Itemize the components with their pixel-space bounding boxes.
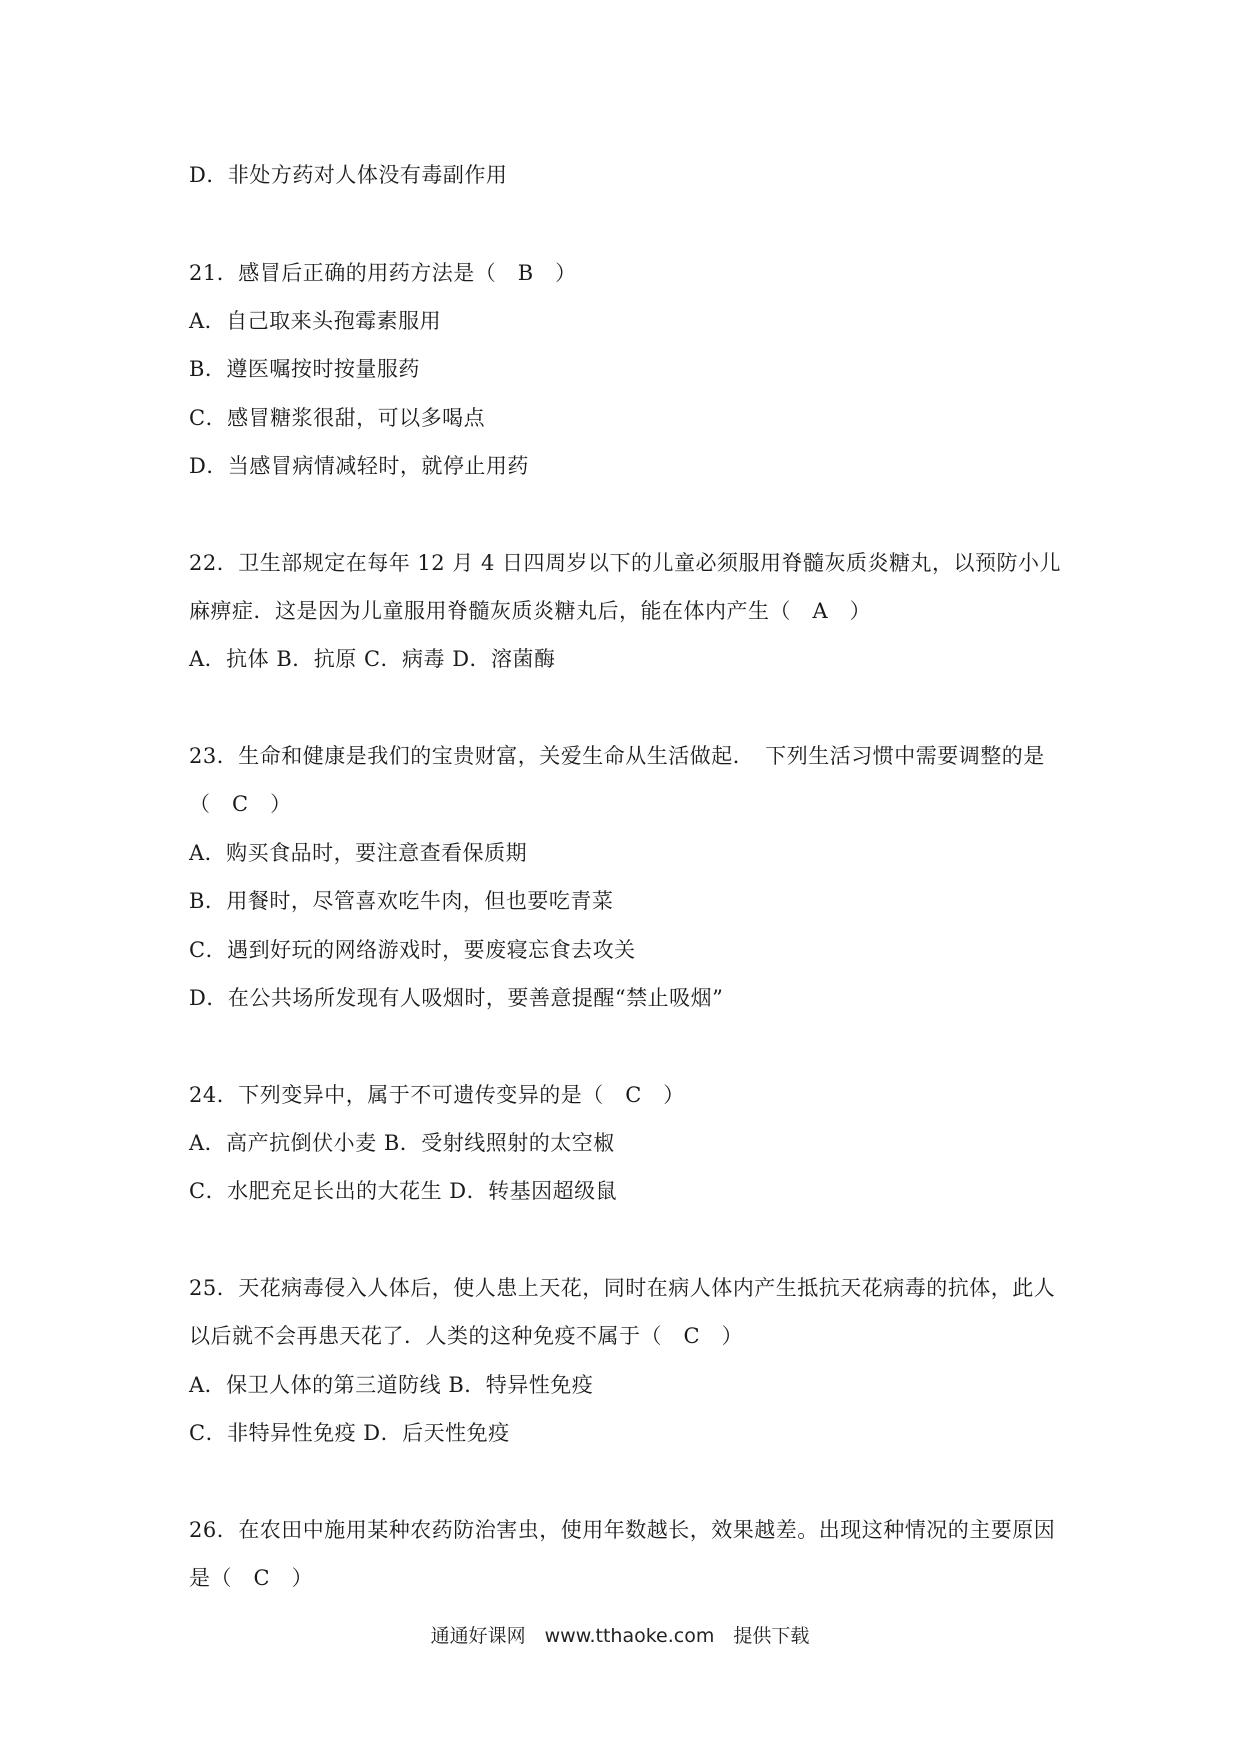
q24-options-ab: A．高产抗倒伏小麦 B．受射线照射的太空椒 xyxy=(189,1131,615,1155)
q21-option-b: B．遵医嘱按时按量服药 xyxy=(189,357,420,381)
q23-option-a: A．购买食品时，要注意查看保质期 xyxy=(189,841,528,865)
q25-options-cd: C．非特异性免疫 D．后天性免疫 xyxy=(189,1421,510,1445)
q23-option-c: C．遇到好玩的网络游戏时，要废寝忘食去攻关 xyxy=(189,938,636,962)
page-footer: 通通好课网 www.tthaoke.com 提供下载 xyxy=(430,1625,810,1647)
q25-options-ab: A．保卫人体的第三道防线 B．特异性免疫 xyxy=(189,1373,594,1397)
q25-stem-line1: 25．天花病毒侵入人体后，使人患上天花，同时在病人体内产生抵抗天花病毒的抗体，此人 xyxy=(189,1276,1056,1300)
q22-options: A．抗体 B．抗原 C．病毒 D．溶菌酶 xyxy=(189,647,556,671)
q23-stem-line2: （ C ） xyxy=(189,792,292,816)
q26-stem-line1: 26．在农田中施用某种农药防治害虫，使用年数越长，效果越差。出现这种情况的主要原因 xyxy=(189,1518,1056,1542)
q26-stem-line2: 是（ C ） xyxy=(189,1566,314,1590)
q20-option-d: D．非处方药对人体没有毒副作用 xyxy=(189,163,508,187)
q21-stem: 21．感冒后正确的用药方法是（ B ） xyxy=(189,261,577,285)
q22-stem-line1: 22．卫生部规定在每年 12 月 4 日四周岁以下的儿童必须服用脊髓灰质炎糖丸，以预防小儿 xyxy=(189,551,1062,575)
q22-stem-line2: 麻痹症．这是因为儿童服用脊髓灰质炎糖丸后，能在体内产生（ A ） xyxy=(189,599,872,623)
q21-option-c: C．感冒糖浆很甜，可以多喝点 xyxy=(189,406,486,430)
q24-stem: 24．下列变异中，属于不可遗传变异的是（ C ） xyxy=(189,1083,685,1107)
q25-stem-line2: 以后就不会再患天花了．人类的这种免疫不属于（ C ） xyxy=(189,1324,744,1348)
q21-option-a: A．自己取来头孢霉素服用 xyxy=(189,309,442,333)
q23-stem-line1: 23．生命和健康是我们的宝贵财富，关爱生命从生活做起． 下列生活习惯中需要调整的是 xyxy=(189,744,1045,768)
q23-option-b: B．用餐时，尽管喜欢吃牛肉，但也要吃青菜 xyxy=(189,889,614,913)
q23-option-d: D．在公共场所发现有人吸烟时，要善意提醒“禁止吸烟” xyxy=(189,986,724,1010)
q24-options-cd: C．水肥充足长出的大花生 D．转基因超级鼠 xyxy=(189,1179,618,1203)
q21-option-d: D．当感冒病情减轻时，就停止用药 xyxy=(189,454,529,478)
